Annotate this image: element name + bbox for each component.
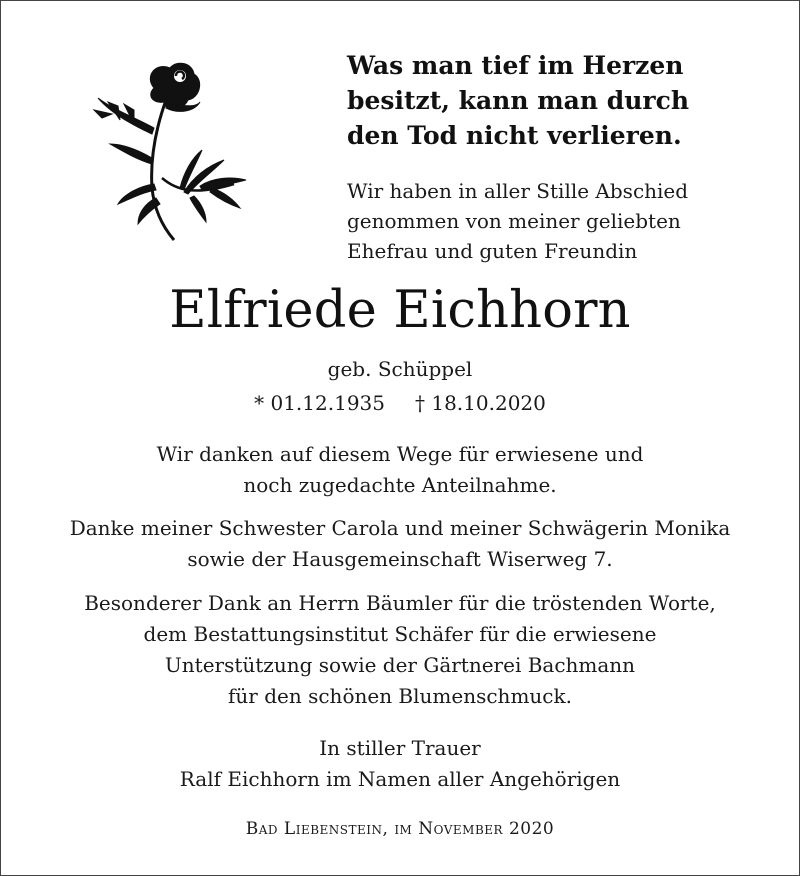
deceased-name: Elfriede Eichhorn — [169, 281, 631, 340]
thanks-paragraph — [0, 513, 800, 575]
thanks-line: noch zugedachte Anteilnahme. — [243, 473, 557, 497]
intro-line: Wir haben in aller Stille Abschied — [347, 179, 689, 203]
rose-flower-icon — [84, 58, 252, 242]
thanks-line: Unterstützung sowie der Gärtnerei Bachmann — [164, 653, 636, 677]
mourners — [0, 733, 800, 795]
thanks-line: Wir danken auf diesem Wege für erwiesene und — [156, 442, 644, 466]
thanks-line: für den schönen Blumenschmuck. — [228, 684, 572, 708]
birth-date: * 01.12.1935 — [254, 391, 385, 415]
thanks-line: Danke meiner Schwester Carola und meiner Schwägerin Monika — [69, 516, 731, 540]
intro-line: genommen von meiner geliebten — [347, 209, 681, 233]
thanks-line: sowie der Hausgemeinschaft Wiserweg 7. — [187, 547, 613, 571]
thanks-paragraph — [0, 439, 800, 501]
mourners-line: Ralf Eichhorn im Namen aller Angehörigen — [179, 767, 621, 791]
motto-quote — [347, 48, 787, 153]
motto-line: Was man tief im Herzen — [347, 51, 684, 80]
intro-text — [347, 176, 787, 266]
life-dates — [0, 388, 800, 418]
thanks-paragraph — [0, 588, 800, 712]
motto-line: den Tod nicht verlieren. — [347, 121, 682, 150]
mourners-line: In stiller Trauer — [319, 736, 481, 760]
thanks-line: dem Bestattungsinstitut Schäfer für die erwiesene — [143, 622, 657, 646]
birth-name: geb. Schüppel — [327, 357, 473, 381]
intro-line: Ehefrau und guten Freundin — [347, 239, 638, 263]
death-date: † 18.10.2020 — [415, 391, 546, 415]
place-and-date: Bad Liebenstein, im November 2020 — [245, 819, 555, 839]
motto-line: besitzt, kann man durch — [347, 86, 689, 115]
thanks-line: Besonderer Dank an Herrn Bäumler für die tröstenden Worte, — [84, 591, 716, 615]
